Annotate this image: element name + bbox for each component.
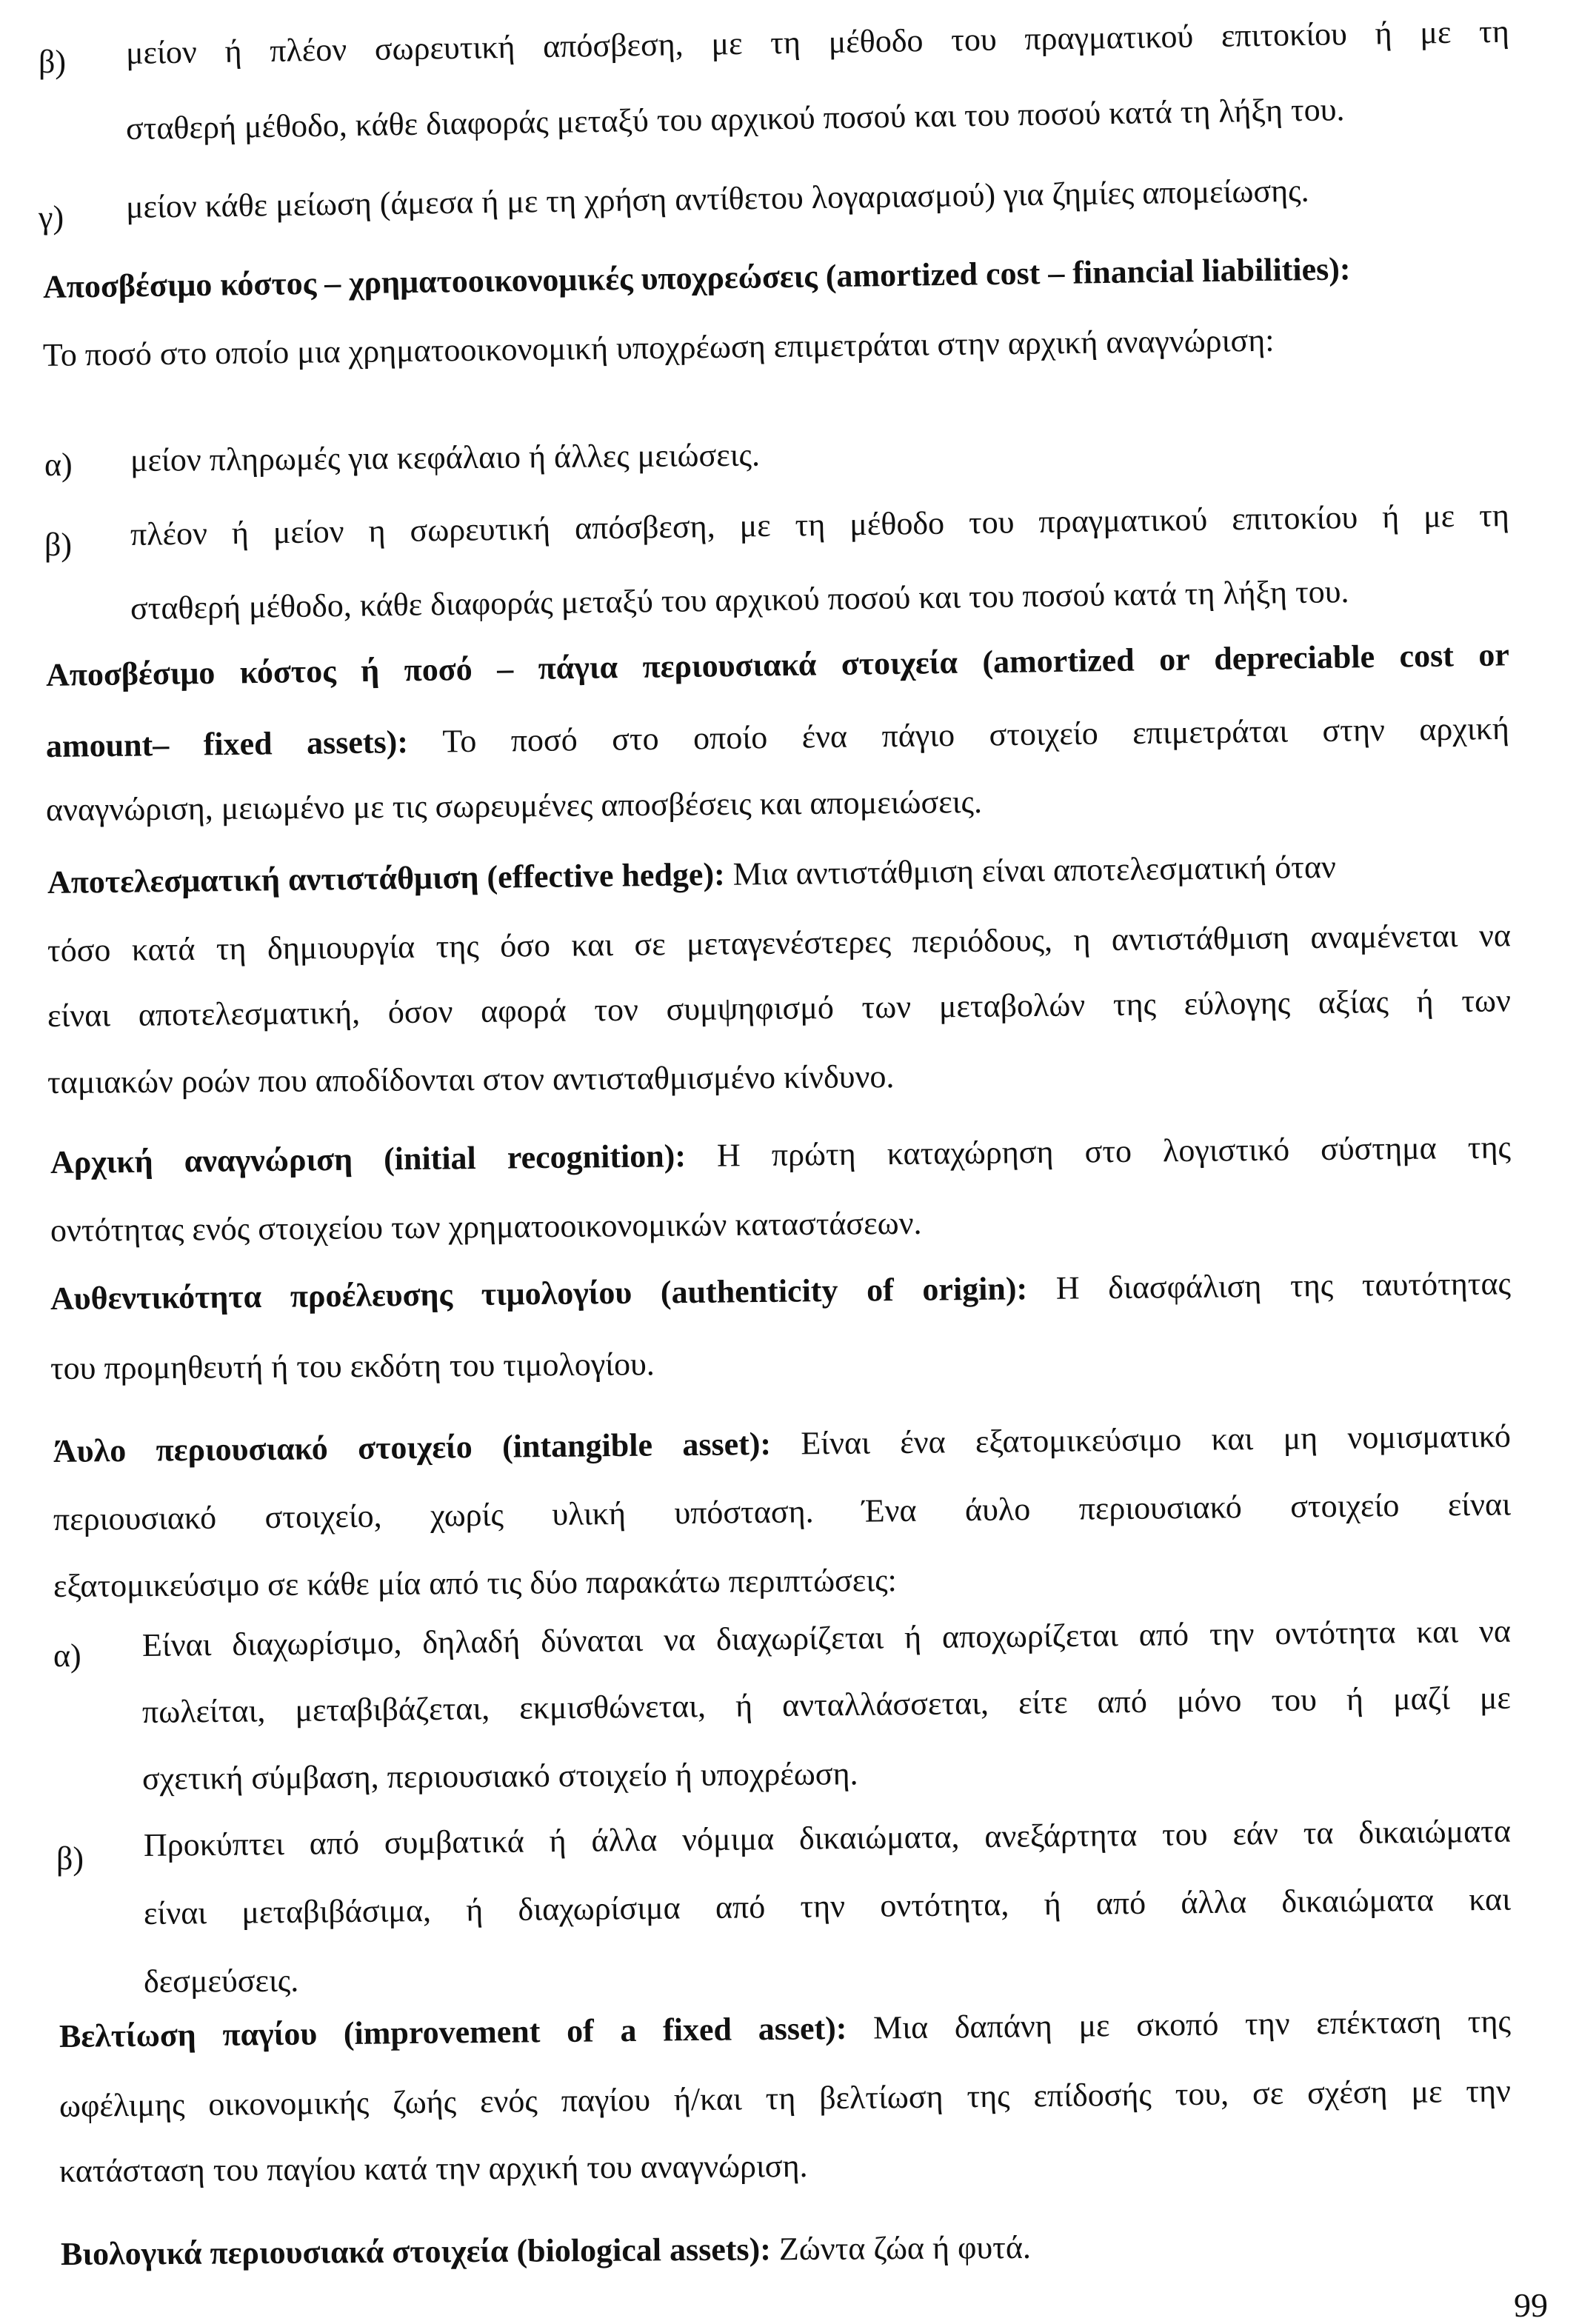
glossary-definition: Η πρώτη καταχώρηση στο λογιστικό σύστημα της: [685, 1129, 1512, 1175]
glossary-definition: αναγνώριση, μειωμένο με τις σωρευμένες αποσβέσεις και απομειώσεις.: [45, 783, 983, 828]
page-number: 99: [1514, 2286, 1548, 2324]
list-item-text: Προκύπτει από συμβατικά ή άλλα νόμιμα δικαιώματα, ανεξάρτητα του εάν τα δικαιώματα: [143, 1812, 1512, 1863]
list-item-text: μείον ή πλέον σωρευτική απόσβεση, με τη μέθοδο του πραγματικού επιτοκίου ή με τη: [125, 13, 1510, 71]
list-item-text: δεσμεύσεις.: [143, 1962, 299, 2000]
list-label: β): [44, 527, 73, 563]
glossary-term: Αποσβέσιμο κόστος – χρηματοοικονομικές υποχρεώσεις (amortized cost – financial liabilities):: [42, 250, 1351, 305]
glossary-definition: Ζώντα ζώα ή φυτά.: [770, 2228, 1032, 2268]
glossary-entry-line: [59, 2005, 1511, 2053]
list-label: α): [44, 447, 73, 483]
list-item-text: πλέον ή μείον η σωρευτική απόσβεση, με τη μέθοδο του πραγματικού επιτοκίου ή με τη: [130, 497, 1510, 552]
list-item-text: σταθερή μέθοδο, κάθε διαφοράς μεταξύ του αρχικού ποσού και του ποσού κατά τη λήξη του.: [130, 573, 1349, 627]
list-label: β): [56, 1840, 84, 1877]
glossary-definition: οντότητας ενός στοιχείου των χρηματοοικονομικών καταστάσεων.: [50, 1204, 922, 1249]
glossary-entry-line: [50, 1267, 1511, 1315]
glossary-definition: Μια δαπάνη με σκοπό την επέκταση της: [847, 2003, 1512, 2046]
list-item-text: μείον πληρωμές για κεφάλαιο ή άλλες μειώσεις.: [130, 436, 761, 478]
list-item-text: είναι μεταβιβάσιμα, ή διαχωρίσιμα από την οντότητα, ή από άλλα δικαιώματα και: [143, 1880, 1512, 1931]
glossary-term: Αποτελεσματική αντιστάθμιση (effective hedge):: [47, 855, 726, 901]
glossary-definition: Η διασφάλιση της ταυτότητας: [1026, 1265, 1512, 1307]
list-item-text: σταθερή μέθοδο, κάθε διαφοράς μεταξύ του αρχικού ποσού και του ποσού κατά τη λήξη του.: [125, 91, 1345, 147]
glossary-definition: είναι αποτελεσματική, όσον αφορά τον συμψηφισμό των μεταβολών της εύλογης αξίας ή των: [47, 982, 1512, 1034]
glossary-definition: τόσο κατά τη δημιουργία της όσο και σε μεταγενέστερες περιόδους, η αντιστάθμιση αναμένεται να: [47, 917, 1512, 969]
list-label: β): [39, 44, 67, 80]
glossary-term: Αρχική αναγνώριση (initial recognition):: [50, 1138, 687, 1181]
glossary-entry-line: [60, 2228, 1032, 2272]
glossary-entry-line: [47, 849, 1511, 899]
list-label: γ): [39, 199, 64, 236]
glossary-term: Αποσβέσιμο κόστος ή ποσό – πάγια περιουσιακά στοιχεία (amortized or depreciable cost or: [45, 636, 1510, 693]
glossary-definition: του προμηθευτή ή του εκδότη του τιμολογίου.: [50, 1346, 655, 1386]
glossary-entry-line: [53, 1420, 1511, 1468]
list-item-text: πωλείται, μεταβιβάζεται, εκμισθώνεται, ή ανταλλάσσεται, είτε από μόνο του ή μαζί με: [141, 1679, 1512, 1730]
glossary-entry-line: [50, 1131, 1511, 1179]
glossary-definition: ωφέλιμης οικονομικής ζωής ενός παγίου ή/και τη βελτίωση της επίδοσής του, σε σχέση με την: [59, 2072, 1512, 2124]
glossary-definition: ταμιακών ροών που αποδίδονται στον αντισταθμισμένο κίνδυνο.: [47, 1058, 895, 1101]
glossary-definition: Μια αντιστάθμιση είναι αποτελεσματική όταν: [724, 848, 1337, 892]
glossary-term: Άυλο περιουσιακό στοιχείο (intangible asset):: [53, 1425, 772, 1469]
glossary-definition: Το ποσό στο οποίο μια χρηματοοικονομική υποχρέωση επιμετράται στην αρχική αναγνώριση:: [42, 321, 1275, 373]
list-item-text: μείον κάθε μείωση (άμεσα ή με τη χρήση αντίθετου λογαριασμού) για ζημίες απομείωσης.: [125, 172, 1309, 225]
list-item-text: Είναι διαχωρίσιμο, δηλαδή δύναται να διαχωρίζεται ή αποχωρίζεται από την οντότητα και να: [141, 1612, 1512, 1663]
glossary-entry-line: [45, 709, 1510, 764]
glossary-definition: κατάσταση του παγίου κατά την αρχική του αναγνώριση.: [59, 2147, 808, 2189]
glossary-term: Βιολογικά περιουσιακά στοιχεία (biological assets):: [60, 2231, 772, 2272]
glossary-definition: περιουσιακό στοιχείο, χωρίς υλική υπόσταση. Ένα άυλο περιουσιακό στοιχείο είναι: [53, 1486, 1512, 1537]
glossary-term: Αυθεντικότητα προέλευσης τιμολογίου (authenticity of origin):: [50, 1270, 1028, 1317]
glossary-term: Βελτίωση παγίου (improvement of a fixed asset):: [59, 2009, 847, 2054]
glossary-definition: Είναι ένα εξατομικεύσιμο και μη νομισματικό: [770, 1418, 1512, 1462]
list-item-text: σχετική σύμβαση, περιουσιακό στοιχείο ή υποχρέωση.: [141, 1755, 858, 1797]
list-label: α): [53, 1637, 81, 1674]
glossary-term: amount– fixed assets):: [45, 724, 409, 764]
glossary-definition: Το ποσό στο οποίο ένα πάγιο στοιχείο επιμετράται στην αρχική: [407, 709, 1510, 761]
glossary-definition: εξατομικεύσιμο σε κάθε μία από τις δύο παρακάτω περιπτώσεις:: [53, 1562, 897, 1604]
